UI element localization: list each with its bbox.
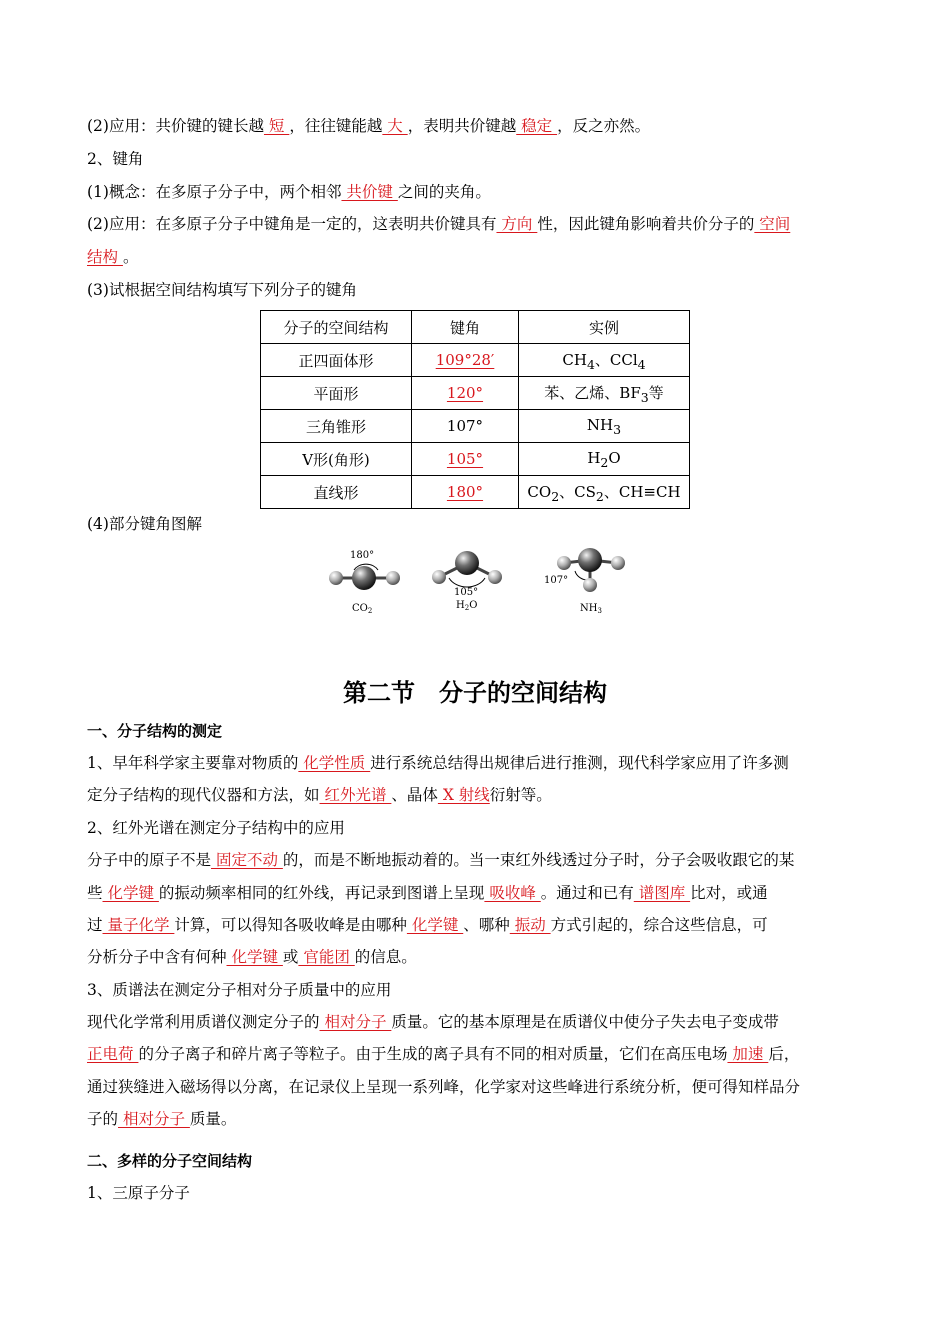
bond-angle-concept: (1)概念：在多原子分子中，两个相邻 共价键 之间的夹角。 [87,183,491,201]
angle-cell: 120° [412,377,519,410]
co2-formula: $CO_2$ [352,603,373,615]
answer-positive-charge: 正电荷 [87,1045,139,1063]
heading-structure-determination: 一、分子结构的测定 [87,722,223,740]
para3-line4: 子的 相对分子 质量。 [87,1110,237,1128]
example-cell: 苯、乙烯、$BF_3$等 [519,377,690,410]
oxygen-atom [386,571,400,585]
hydrogen-atom [583,578,597,592]
answer-covalent-bond: 共价键 [341,183,398,201]
answer-absorption-peak: 吸收峰 [484,884,541,902]
para2-line1: 分子中的原子不是 固定不动 的，而是不断地振动着的。当一束红外线透过分子时，分子会吸收跟它的某 [87,851,795,869]
answer-short: 短 [263,117,290,135]
angle-cell: 109°28′ [412,344,519,377]
para1-line2: 定分子结构的现代仪器和方法，如 红外光谱 、晶体 X 射线衍射等。 [87,786,552,804]
answer-chemical-properties: 化学性质 [298,754,371,772]
nh3-formula: $NH_3$ [580,603,602,615]
hydrogen-atom [557,556,571,570]
heading-infrared: 2、红外光谱在测定分子结构中的应用 [87,819,345,837]
answer-chemical-bond: 化学键 [226,948,283,966]
table-row [261,377,690,410]
hydrogen-atom [488,570,502,584]
table-row [261,476,690,509]
shape-cell: 平面形 [261,377,412,410]
para2-line4: 分析分子中含有何种 化学键 或 官能团 的信息。 [87,948,417,966]
shape-cell: 直线形 [261,476,412,509]
answer-relative-molecular: 相对分子 [319,1013,392,1031]
example-cell: $H_2O$ [519,443,690,476]
answer-spatial: 空间 [754,215,791,233]
answer-quantum-chemistry: 量子化学 [102,916,175,934]
answer-large: 大 [382,117,408,135]
answer-relative-molecular: 相对分子 [118,1110,190,1128]
co2-angle-label: 180° [350,550,375,561]
table-row [261,443,690,476]
shape-cell: 正四面体形 [261,344,412,377]
answer-chemical-bond: 化学键 [102,884,159,902]
oxygen-atom [329,571,343,585]
answer-xray: X 射线 [437,786,490,804]
answer-structure: 结构 [87,248,123,266]
para3-line2: 正电荷 的分子离子和碎片离子等粒子。由于生成的离子具有不同的相对质量，它们在高压电场 加速 后， [87,1045,800,1063]
example-cell: $CO_2$、$CS_2$、CH≡CH [519,476,690,509]
carbon-atom [352,566,376,590]
h2o-angle-label: 105° [454,587,479,598]
heading-bond-angle: 2、键角 [87,150,144,168]
answer-accelerate: 加速 [727,1045,769,1063]
table-header: 分子的空间结构 [261,311,412,344]
heading-diverse-structures: 二、多样的分子空间结构 [87,1152,253,1170]
table-row [261,410,690,443]
para2-line3: 过 量子化学 计算，可以得知各吸收峰是由哪种 化学键 、哪种 振动 方式引起的，综合这些信息，可 [87,916,768,934]
answer-stable: 稳定 [516,117,558,135]
heading-mass-spectrometry: 3、质谱法在测定分子相对分子质量中的应用 [87,981,392,999]
table-header: 键角 [412,311,519,344]
table-header: 实例 [519,311,690,344]
h2o-formula: $H_2O$ [456,600,478,612]
hydrogen-atom [432,570,446,584]
bond-angle-diagram [318,543,638,623]
angle-cell: 105° [412,443,519,476]
oxygen-atom [455,551,479,575]
table-row [261,344,690,377]
para1-line1: 1、早年科学家主要靠对物质的 化学性质 进行系统总结得出规律后进行推测，现代科学家应用了许多测 [87,754,789,772]
answer-spectral-library: 谱图库 [633,884,691,902]
example-cell: $NH_3$ [519,410,690,443]
answer-functional-group: 官能团 [298,948,355,966]
answer-vibration: 振动 [509,916,551,934]
bond-angle-application-cont: 结构 。 [87,248,139,266]
h2o-molecule [432,551,502,612]
bond-angle-table [260,310,690,509]
table-header-row [261,311,690,344]
diagram-intro: (4)部分键角图解 [87,515,202,533]
angle-cell: 180° [412,476,519,509]
nh3-molecule [544,548,625,615]
para3-line3: 通过狭缝进入磁场得以分离，在记录仪上呈现一系列峰，化学家对这些峰进行系统分析，便可得知样品分 [87,1078,801,1096]
table-intro: (3)试根据空间结构填写下列分子的键角 [87,281,357,299]
co2-molecule [329,550,400,615]
para2-line2: 些 化学键 的振动频率相同的红外线，再记录到图谱上呈现 吸收峰 。通过和已有 谱图库 比对，或通 [87,884,768,902]
answer-direction: 方向 [496,215,538,233]
heading-triatomic: 1、三原子分子 [87,1184,190,1202]
bond-length-application: (2)应用：共价键的键长越 短 ，往往键能越 大 ，表明共价键越 稳定 ，反之亦然。 [87,117,651,135]
example-cell: $CH_4$、CCl$_4$ [519,344,690,377]
angle-cell: 107° [412,410,519,443]
answer-infrared: 红外光谱 [319,786,392,804]
answer-chemical-bond: 化学键 [406,916,464,934]
bond-angle-application: (2)应用：在多原子分子中键角是一定的，这表明共价键具有 方向 性，因此键角影响着共价分子的 空间 [87,215,791,233]
hydrogen-atom [611,556,625,570]
nh3-angle-label: 107° [544,575,569,586]
answer-not-fixed: 固定不动 [211,851,283,869]
para3-line1: 现代化学常利用质谱仪测定分子的 相对分子 质量。它的基本原理是在质谱仪中使分子失去电子变成带 [87,1013,779,1031]
shape-cell: 三角锥形 [261,410,412,443]
section-title: 第二节 分子的空间结构 [343,679,607,707]
shape-cell: V形(角形) [261,443,412,476]
nitrogen-atom [578,548,602,572]
